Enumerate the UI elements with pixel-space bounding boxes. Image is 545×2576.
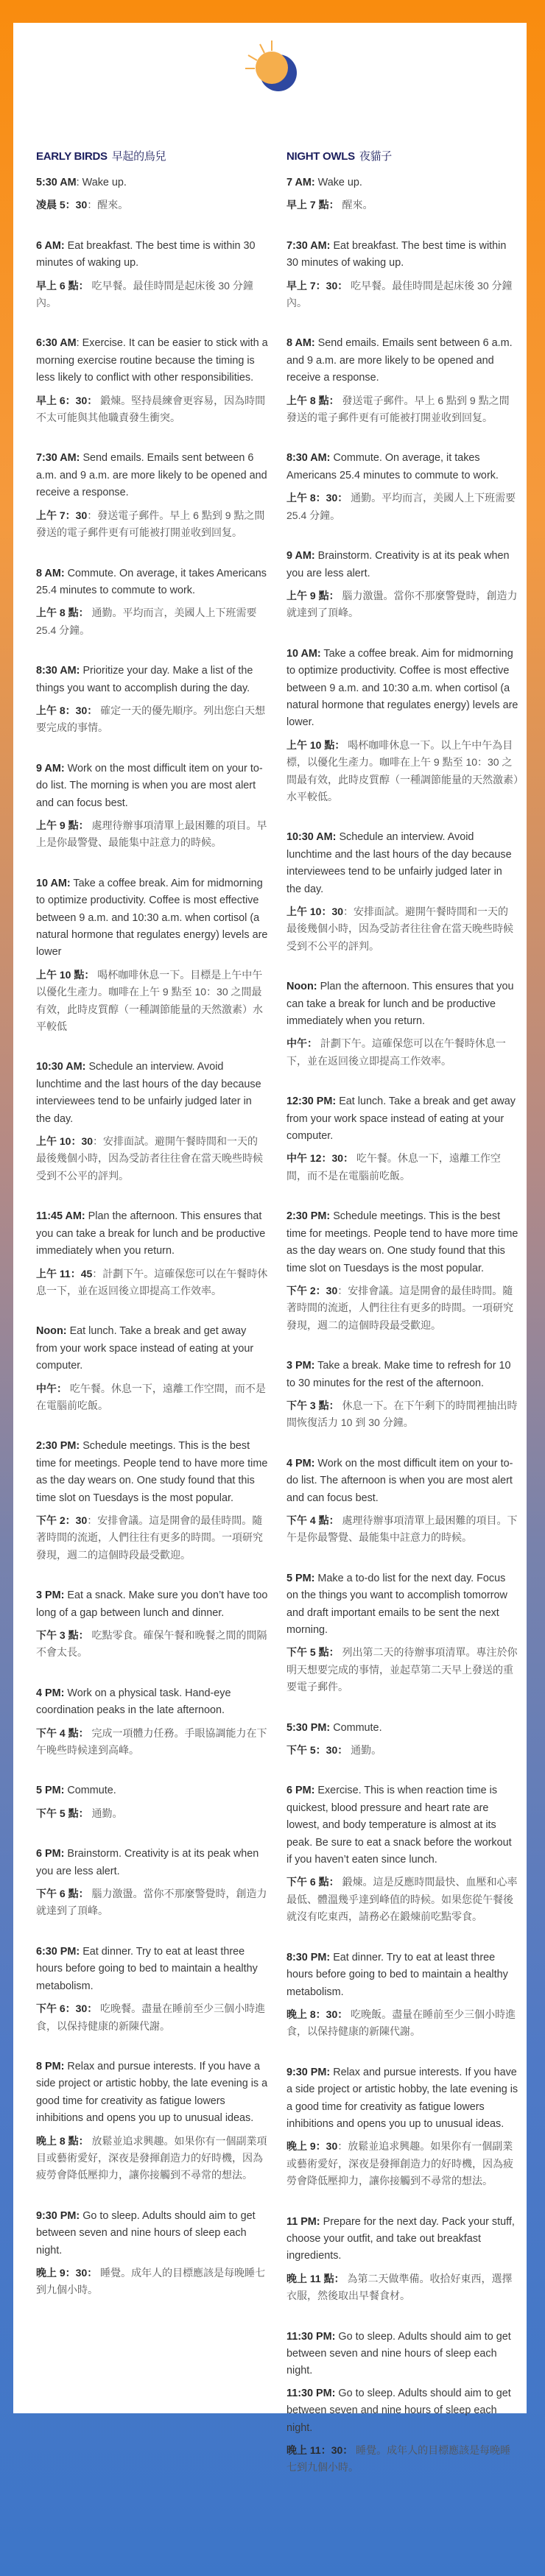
entry-en	[286, 1570, 518, 1640]
entry-en	[286, 450, 518, 484]
schedule-entry	[36, 2208, 268, 2299]
entry-text-zh: ：醒來。	[87, 199, 129, 211]
entry-time-en: 5 PM:	[286, 1572, 315, 1584]
entry-zh	[36, 967, 268, 1036]
entry-zh	[36, 1805, 268, 1822]
schedule-entry	[36, 1685, 268, 1760]
entry-time-en: 12:30 PM:	[286, 1095, 337, 1108]
entry-text-en: Eat a snack. Make sure you don’t have too long of a gap between lunch and dinner.	[36, 1589, 268, 1619]
entry-time-zh: 中午 12：30：	[286, 1152, 354, 1165]
entry-text-en: Work on the most difficult item on your to-do list. The morning is when you are most alert and can focus best.	[36, 762, 263, 809]
entry-text-zh: 發送電子郵件。早上 6 點到 9 點之間發送的電子郵件更有可能被打開並收到回复。	[286, 394, 510, 424]
entry-text-en: Eat dinner. Try to eat at least three hours before going to bed to maintain a healthy metabolism.	[36, 1945, 258, 1992]
entry-text-zh: 腦力激盪。當你不那麼警覺時，創造力就達到了頂峰。	[286, 589, 518, 619]
entry-zh	[36, 604, 268, 639]
entry-text-en: Brainstorm. Creativity is at its peak when you are less alert.	[286, 550, 510, 579]
entry-zh	[286, 737, 518, 806]
entry-text-zh: 吃晚餐。盡量在睡前至少三個小時進食，以保持健康的新陳代謝。	[36, 2002, 266, 2032]
entry-text-en: Go to sleep. Adults should aim to get between seven and nine hours of sleep each night.	[286, 2330, 511, 2377]
entry-en	[36, 761, 268, 812]
entry-time-zh: 晚上 8 點：	[36, 2134, 89, 2147]
schedule-entry	[36, 174, 268, 214]
entry-time-en: 9:30 PM:	[36, 2209, 80, 2222]
entry-zh	[286, 1874, 518, 1925]
entry-text-en: Prepare for the next day. Pack your stuff, choose your outfit, and take out breakfast ingredients.	[286, 2215, 515, 2262]
schedule-entry	[286, 450, 518, 524]
entry-time-zh: 下午 5 點：	[36, 1807, 89, 1819]
entry-zh	[286, 587, 518, 622]
entry-text-en: Eat lunch. Take a break and get away from your work space instead of eating at your computer.	[36, 1325, 254, 1372]
entry-zh	[286, 1035, 518, 1070]
entry-en	[36, 2208, 268, 2259]
entry-time-zh: 上午 7：30	[36, 509, 88, 521]
entry-en	[36, 875, 268, 961]
entry-time-en: 10:30 AM:	[36, 1061, 86, 1073]
schedule-entry	[286, 1949, 518, 2041]
entry-text-zh: 通勤。平均而言，美國人上下班需要 25.4 分鐘。	[36, 607, 257, 636]
entry-time-zh: 早上 6：30：	[36, 394, 98, 406]
schedule-entry	[36, 1323, 268, 1414]
entry-en	[36, 1323, 268, 1375]
entry-time-zh: 下午 6 點：	[36, 1888, 89, 1900]
entry-text-en: Wake up.	[317, 177, 362, 188]
entry-time-en: 8 AM:	[286, 337, 315, 350]
entry-time-zh: 早上 7 點：	[286, 199, 340, 211]
entry-time-en: 6 PM:	[36, 1848, 65, 1860]
entry-zh	[286, 2138, 518, 2189]
entry-time-zh: 中午：	[36, 1382, 67, 1394]
entry-en	[36, 1208, 268, 1260]
entry-text-zh: 腦力激盪。當你不那麼警覺時，創造力就達到了頂峰。	[36, 1888, 267, 1917]
schedule-entry	[36, 1944, 268, 2035]
entry-time-zh: 晚上 11 點：	[286, 2272, 345, 2284]
heading-en: EARLY BIRDS	[36, 150, 108, 163]
entry-text-en: Exercise. This is when reaction time is quickest, blood pressure and heart rate are lowest, and body temperature is almost at its peak. Be sure to eat a snack before the workout if you haven’t eaten since lunch.	[286, 1785, 512, 1866]
schedule-entry	[36, 1782, 268, 1822]
entry-text-en: Commute.	[67, 1785, 116, 1797]
entry-text-zh: 確定一天的優先順序。列出您白天想要完成的事情。	[36, 704, 266, 734]
entry-text-zh: ：安排面試。避開午餐時間和一天的最後幾個小時，因為受訪者往往會在當天晚些時候受到不公平的評判。	[286, 906, 513, 952]
entry-zh	[286, 1282, 518, 1334]
entry-text-zh: 計劃下午。這確保您可以在午餐時休息一下，並在返回後立即提高工作效率。	[286, 1037, 506, 1067]
entry-time-en: 6 AM:	[36, 239, 65, 252]
entry-en	[286, 1455, 518, 1507]
entry-text-en: Brainstorm. Creativity is at its peak when you are less alert.	[36, 1848, 259, 1877]
entry-en	[36, 1438, 268, 1507]
entry-text-zh: 通勤。平均而言，美國人上下班需要 25.4 分鐘。	[286, 492, 516, 521]
entry-time-en: 3 PM:	[36, 1589, 65, 1602]
entry-en: 6:30 AM: Exercise. It can be easier to stick with a morning exercise routine because the timing is less likely to conflict with other responsibilities.	[36, 337, 268, 384]
night-owls-heading	[286, 149, 518, 164]
entry-zh	[36, 702, 268, 737]
entry-text-zh: 鍛煉。這是反應時間最快、血壓和心率最低、體溫幾乎達到峰值的時候。如果您從午餐後就沒有吃東西，請務必在鍛煉前吃點零食。	[286, 1876, 518, 1923]
schedule-entry	[286, 2214, 518, 2305]
schedule-entry	[36, 565, 268, 640]
entry-text-en: Schedule meetings. This is the best time for meetings. People tend to have more time as the day wears on. One study found that this time slot on Tuesdays is the most popular.	[36, 1440, 268, 1504]
entry-time-zh: 凌晨 5：30	[36, 199, 88, 211]
entry-en	[36, 1944, 268, 1995]
entry-text-zh: 處理待辦事項清單上最困難的項目。下午是你最警覺、最能集中註意力的時候。	[286, 1514, 518, 1544]
entry-time-zh: 上午 10 點：	[286, 738, 345, 751]
entry-en	[286, 1720, 518, 1737]
schedule-entry	[36, 663, 268, 737]
schedule-entry	[286, 1208, 518, 1334]
entry-time-zh: 上午 11：45	[36, 1267, 93, 1280]
entry-time-en: Noon:	[36, 1325, 67, 1338]
entry-text-en: Send emails. Emails sent between 6 a.m. and 9 a.m. are more likely to be opened and receive a response.	[286, 337, 513, 384]
entry-time-zh: 晚上 8：30：	[286, 2008, 348, 2020]
entry-text-zh: ：安排會議。這是開會的最佳時間。隨著時間的流逝，人們往往有更多的時間。一項研究發現，週二的這個時段最受歡迎。	[286, 1284, 513, 1331]
entry-time-zh: 上午 10 點：	[36, 968, 95, 981]
entry-text-en: Exercise. It can be easier to stick with a morning exercise routine because the timing is less likely to conflict with other responsibilities.	[36, 337, 268, 384]
schedule-entry	[286, 646, 518, 806]
entry-time-en: 5 PM:	[36, 1785, 65, 1797]
entry-time-en: 11:45 AM:	[36, 1210, 85, 1223]
schedule-entry	[286, 2064, 518, 2190]
entry-time-en: Noon:	[286, 981, 317, 993]
entry-en	[286, 2329, 518, 2380]
entry-en	[286, 335, 518, 387]
entry-text-en: Commute. On average, it takes Americans 25.4 minutes to commute to work.	[286, 452, 499, 481]
entry-en	[36, 1685, 268, 1720]
entry-text-en: Eat dinner. Try to eat at least three hours before going to bed to maintain a healthy metabolism.	[286, 1951, 508, 1998]
entry-zh	[286, 197, 518, 214]
entry-text-en: Schedule an interview. Avoid lunchtime and the last hours of the day because interviewees tend to be unfairly judged later in the day.	[286, 831, 512, 895]
schedule-entry	[286, 1570, 518, 1696]
entry-text-zh: 完成一項體力任務。手眼協調能力在下午晚些時候達到高峰。	[36, 1726, 267, 1757]
entry-text-en: Work on a physical task. Hand-eye coordination peaks in the late afternoon.	[36, 1687, 231, 1717]
entry-time-en: 9:30 PM:	[286, 2066, 331, 2078]
entry-time-zh: 下午 5：30：	[286, 1744, 348, 1757]
schedule-entry	[36, 1438, 268, 1564]
entry-text-zh: 喝杯咖啡休息一下。以上午中午為目標，以優化生產力。咖啡在上午 9 點至 10：30 之間最有效，此時皮質醇（一種調節能量的天然激素）水平較低。	[286, 738, 518, 802]
night-owls-list	[286, 174, 518, 2477]
entry-text-en: Plan the afternoon. This ensures that you can take a break for lunch and be productive immediately when you return.	[36, 1210, 266, 1257]
entry-zh	[36, 197, 268, 214]
entry-time-zh: 上午 8：30：	[286, 492, 348, 504]
entry-text-en: Take a break. Make time to refresh for 10 to 30 minutes for the rest of the afternoon.	[286, 1360, 511, 1389]
entry-time-en: 11:30 PM:	[286, 2387, 336, 2399]
entry-time-en: 3 PM:	[286, 1360, 315, 1372]
entry-text-zh: 吃點零食。確保午餐和晚餐之間的間隔不會太長。	[36, 1629, 267, 1659]
entry-en	[286, 2214, 518, 2265]
entry-time-en: 6:30 PM:	[36, 1945, 80, 1958]
entry-text-en: Eat breakfast. The best time is within 30 minutes of waking up.	[286, 239, 507, 269]
entry-zh	[286, 392, 518, 427]
entry-zh	[36, 278, 268, 312]
entry-zh	[36, 1627, 268, 1662]
entry-zh	[36, 2000, 268, 2035]
entry-text-en: Send emails. Emails sent between 6 a.m. and 9 a.m. are more likely to be opened and receive a response.	[36, 452, 267, 499]
entry-text-zh: 鍛煉。堅持晨練會更容易，因為時間不太可能與其他職責發生衝突。	[36, 394, 266, 424]
entry-text-en: Eat breakfast. The best time is within 30 minutes of waking up.	[36, 239, 256, 269]
entry-text-en: Take a coffee break. Aim for midmorning to optimize productivity. Coffee is most effective between 9 a.m. and 10:30 a.m. when cortisol (a natural hormone that regulates energy) levels are lower	[36, 877, 268, 959]
schedule-entry	[36, 875, 268, 1036]
entry-text-zh: ：安排面試。避開午餐時間和一天的最後幾個小時，因為受訪者往往會在當天晚些時候受到不公平的評判。	[36, 1135, 263, 1182]
entry-en	[286, 978, 518, 1030]
schedule-entry	[286, 2385, 518, 2477]
schedule-entry	[36, 450, 268, 541]
entry-time-en: 4 PM:	[36, 1687, 65, 1699]
entry-time-en: 8 PM:	[36, 2060, 65, 2072]
entry-text-zh: 通勤。	[88, 1807, 123, 1819]
entry-en	[36, 450, 268, 501]
entry-time-en: 6 PM:	[286, 1785, 315, 1797]
entry-time-en: 7:30 AM:	[36, 452, 80, 465]
entry-text-zh: 吃晚飯。盡量在睡前至少三個小時進食，以保持健康的新陳代謝。	[286, 2008, 516, 2038]
entry-time-en: 8 AM:	[36, 567, 65, 579]
entry-zh	[286, 490, 518, 524]
entry-en	[286, 2385, 518, 2437]
entry-en	[36, 2058, 268, 2128]
entry-zh	[286, 2442, 518, 2477]
entry-text-en: Take a coffee break. Aim for midmorning to optimize productivity. Coffee is most effective between 9 a.m. and 10:30 a.m. when cortisol (a natural hormone that regulates energy) levels are lower.	[286, 647, 518, 729]
entry-zh	[286, 2270, 518, 2305]
entry-time-zh: 上午 10：30	[36, 1135, 94, 1148]
entry-text-en: Go to sleep. Adults should aim to get between seven and nine hours of sleep each night.	[36, 2209, 256, 2256]
entry-text-zh: 醒來。	[339, 199, 373, 211]
entry-time-zh: 下午 6：30：	[36, 2002, 98, 2015]
entry-en	[36, 1587, 268, 1622]
entry-time-en: 11:30 PM:	[286, 2330, 336, 2343]
night-owls-column	[286, 149, 518, 2500]
entry-en	[286, 238, 518, 272]
entry-text-zh: 喝杯咖啡休息一下。目標是上午中午以優化生產力。咖啡在上午 9 點至 10：30 之間最有效，此時皮質醇（一種調節能量的天然激素）水平較低	[36, 968, 263, 1033]
entry-en	[286, 829, 518, 898]
entry-zh	[36, 507, 268, 542]
entry-zh	[36, 2133, 268, 2184]
entry-time-zh: 下午 2：30	[286, 1284, 338, 1296]
entry-zh	[36, 1725, 268, 1760]
entry-zh	[286, 903, 518, 955]
entry-text-zh: 為第二天做準備。收拾好東西，選擇衣服，然後取出早餐食材。	[286, 2272, 513, 2302]
entry-text-zh: 列出第二天的待辦事項清單。專注於你明天想要完成的事情，並起草第二天早上發送的重要電子郵件。	[286, 1646, 518, 1693]
early-birds-column	[36, 149, 268, 2323]
entry-time-zh: 早上 7：30：	[286, 279, 348, 292]
schedule-entry	[286, 2329, 518, 2380]
schedule-entry	[36, 1208, 268, 1299]
entry-text-en: Eat lunch. Take a break and get away from your work space instead of eating at your computer.	[286, 1095, 516, 1143]
entry-text-en: Prioritize your day. Make a list of the things you want to accomplish during the day.	[36, 665, 253, 694]
entry-zh	[286, 2006, 518, 2041]
entry-text-zh: 睡覺。成年人的目標應該是每晚睡七到九個小時。	[36, 2266, 266, 2296]
schedule-entry	[36, 1846, 268, 1920]
schedule-entry	[286, 548, 518, 622]
entry-en	[286, 1093, 518, 1145]
entry-zh	[36, 817, 268, 852]
schedule-entry	[286, 238, 518, 312]
schedule-entry	[36, 2058, 268, 2184]
schedule-entry	[286, 174, 518, 214]
schedule-entry	[286, 978, 518, 1070]
entry-zh	[286, 278, 518, 312]
entry-zh	[286, 1512, 518, 1547]
schedule-entry	[36, 761, 268, 852]
entry-en	[286, 1782, 518, 1869]
entry-zh	[36, 1885, 268, 1920]
entry-text-zh: 吃早餐。最佳時間是起床後 30 分鐘內。	[286, 279, 513, 309]
entry-time-zh: 上午 9 點：	[286, 589, 340, 601]
entry-time-en: 6:30 AM	[36, 337, 77, 350]
entry-zh	[286, 1150, 518, 1185]
entry-en	[286, 174, 518, 191]
entry-time-zh: 下午 6 點：	[286, 1876, 340, 1888]
entry-time-en: 9 AM:	[36, 762, 65, 774]
entry-zh	[286, 1742, 518, 1759]
entry-text-zh: 放鬆並追求興趣。如果你有一個副業項目或藝術愛好，深夜是發揮創造力的好時機，因為疲勞會降低壓抑力，讓你接觸到不尋常的想法。	[36, 2134, 267, 2181]
schedule-entry	[36, 335, 268, 426]
entry-en	[286, 646, 518, 732]
entry-zh	[36, 1133, 268, 1185]
entry-text-zh: 睡覺。成年人的目標應該是每晚睡七到九個小時。	[286, 2444, 511, 2474]
entry-time-zh: 上午 9 點：	[36, 819, 89, 831]
schedule-entry	[286, 1455, 518, 1547]
entry-en	[286, 548, 518, 582]
heading-zh: 早起的鳥兒	[111, 150, 166, 163]
entry-time-en: 10:30 AM:	[286, 831, 337, 844]
entry-text-en: Go to sleep. Adults should aim to get between seven and nine hours of sleep each night.	[286, 2387, 511, 2434]
entry-time-zh: 下午 5 點：	[286, 1646, 340, 1659]
entry-zh	[286, 1644, 518, 1695]
entry-zh	[36, 1266, 268, 1300]
schedule-entry	[286, 829, 518, 955]
entry-time-zh: 上午 8 點：	[36, 607, 89, 619]
schedule-entry	[286, 1782, 518, 1925]
entry-zh	[36, 2265, 268, 2299]
entry-time-zh: 下午 2：30	[36, 1514, 88, 1526]
entry-time-zh: 下午 3 點：	[36, 1629, 89, 1641]
early-birds-heading	[36, 149, 268, 164]
entry-text-zh: 休息一下。在下午剩下的時間裡抽出時間恢復活力 10 到 30 分鐘。	[286, 1399, 518, 1429]
entry-text-en: Wake up.	[82, 177, 127, 188]
entry-time-zh: 中午：	[286, 1037, 317, 1050]
entry-time-zh: 上午 8 點：	[286, 394, 340, 406]
entry-text-zh: ：放鬆並追求興趣。如果你有一個副業或藝術愛好，深夜是發揮創造力的好時機，因為疲勞會降低壓抑力，讓你接觸到不尋常的想法。	[286, 2140, 513, 2187]
entry-time-en: 10 AM:	[286, 647, 321, 660]
entry-text-en: Make a to-do list for the next day. Focus on the things you want to accomplish tomorrow and draft important emails to be sent the next morning.	[286, 1572, 507, 1636]
schedule-entry	[36, 1587, 268, 1662]
early-birds-list	[36, 174, 268, 2299]
entry-time-en: 2:30 PM:	[286, 1210, 331, 1223]
entry-time-zh: 晚上 11：30：	[286, 2444, 354, 2457]
entry-text-en: Commute.	[333, 1721, 382, 1734]
entry-time-en: 2:30 PM:	[36, 1440, 80, 1453]
entry-en	[286, 2064, 518, 2134]
entry-en	[36, 1782, 268, 1799]
entry-text-zh: 吃午餐。休息一下，遠離工作空間，而不是在電腦前吃飯。	[36, 1382, 266, 1411]
entry-time-zh: 下午 3 點：	[286, 1399, 340, 1411]
entry-text-zh: ：計劃下午。這確保您可以在午餐時休息一下，並在返回後立即提高工作效率。	[36, 1267, 268, 1296]
entry-time-en: 9 AM:	[286, 550, 315, 562]
entry-zh	[286, 1397, 518, 1432]
entry-text-zh: 吃早餐。最佳時間是起床後 30 分鐘內。	[36, 279, 253, 309]
entry-en	[286, 1208, 518, 1277]
entry-text-en: Schedule an interview. Avoid lunchtime and the last hours of the day because interviewees tend to be unfairly judged later in the day.	[36, 1061, 261, 1125]
heading-zh: 夜貓子	[359, 150, 392, 163]
schedule-entry	[286, 1720, 518, 1760]
entry-time-en: 5:30 PM:	[286, 1721, 331, 1734]
entry-en	[36, 238, 268, 272]
entry-time-en: 5:30 AM	[36, 177, 77, 188]
entry-text-zh: 吃午餐。休息一下，遠離工作空間，而不是在電腦前吃飯。	[286, 1152, 501, 1182]
sun-moon-icon	[245, 40, 304, 99]
entry-time-en: 4 PM:	[286, 1457, 315, 1469]
entry-time-en: 10 AM:	[36, 877, 71, 889]
entry-time-zh: 下午 4 點：	[286, 1514, 340, 1526]
schedule-entry	[286, 335, 518, 426]
schedule-entry	[36, 1059, 268, 1185]
entry-zh	[36, 1512, 268, 1564]
entry-zh	[36, 392, 268, 427]
entry-text-zh: ：安排會議。這是開會的最佳時間。隨著時間的流逝，人們往往有更多的時間。一項研究發現，週二的這個時段最受歡迎。	[36, 1514, 263, 1561]
entry-text-zh: 通勤。	[348, 1744, 382, 1757]
entry-time-zh: 晚上 9：30：	[36, 2266, 98, 2279]
schedule-card	[13, 23, 527, 2474]
entry-time-en: 7:30 AM:	[286, 239, 331, 252]
entry-text-zh: ：發送電子郵件。早上 6 點到 9 點之間發送的電子郵件更有可能被打開並收到回复。	[36, 509, 265, 539]
entry-time-en: 7 AM:	[286, 177, 315, 188]
entry-en	[36, 565, 268, 600]
entry-en	[36, 1846, 268, 1880]
entry-en: 5:30 AM: Wake up.	[36, 177, 127, 188]
entry-time-zh: 晚上 9：30	[286, 2140, 338, 2153]
entry-text-en: Schedule meetings. This is the best time for meetings. People tend to have more time as the day wears on. One study found that this time slot on Tuesdays is the most popular.	[286, 1210, 518, 1274]
entry-text-en: Commute. On average, it takes Americans 25.4 minutes to commute to work.	[36, 567, 267, 596]
entry-en	[286, 1358, 518, 1392]
heading-en: NIGHT OWLS	[286, 150, 355, 163]
entry-time-zh: 上午 8：30：	[36, 704, 98, 716]
entry-time-en: 8:30 AM:	[36, 665, 80, 677]
schedule-entry	[286, 1358, 518, 1432]
entry-time-en: 8:30 PM:	[286, 1951, 331, 1963]
entry-text-en: Relax and pursue interests. If you have a side project or artistic hobby, the late evening is a good time for creativity as fatigue lowers inhibitions and opens you up to unusual ideas.	[36, 2060, 268, 2125]
entry-text-en: Plan the afternoon. This ensures that you can take a break for lunch and be productive immediately when you return.	[286, 981, 514, 1028]
schedule-entry	[36, 238, 268, 312]
entry-text-zh: 處理待辦事項清單上最困難的項目。早上是你最警覺、最能集中註意力的時候。	[36, 819, 267, 849]
entry-en	[36, 1059, 268, 1128]
entry-time-en: 11 PM:	[286, 2215, 320, 2228]
entry-time-zh: 上午 10：30	[286, 906, 344, 917]
entry-time-zh: 下午 4 點：	[36, 1726, 89, 1739]
entry-time-zh: 早上 6 點：	[36, 279, 89, 292]
entry-en	[286, 1949, 518, 2001]
entry-text-en: Relax and pursue interests. If you have a side project or artistic hobby, the late evening is a good time for creativity as fatigue lowers inhibitions and opens you up to unusual ideas.	[286, 2066, 518, 2130]
entry-time-en: 8:30 AM:	[286, 452, 331, 465]
entry-zh	[36, 1380, 268, 1415]
entry-en	[36, 663, 268, 697]
entry-text-en: Work on the most difficult item on your to-do list. The afternoon is when you are most alert and can focus best.	[286, 1457, 513, 1504]
schedule-entry	[286, 1093, 518, 1185]
